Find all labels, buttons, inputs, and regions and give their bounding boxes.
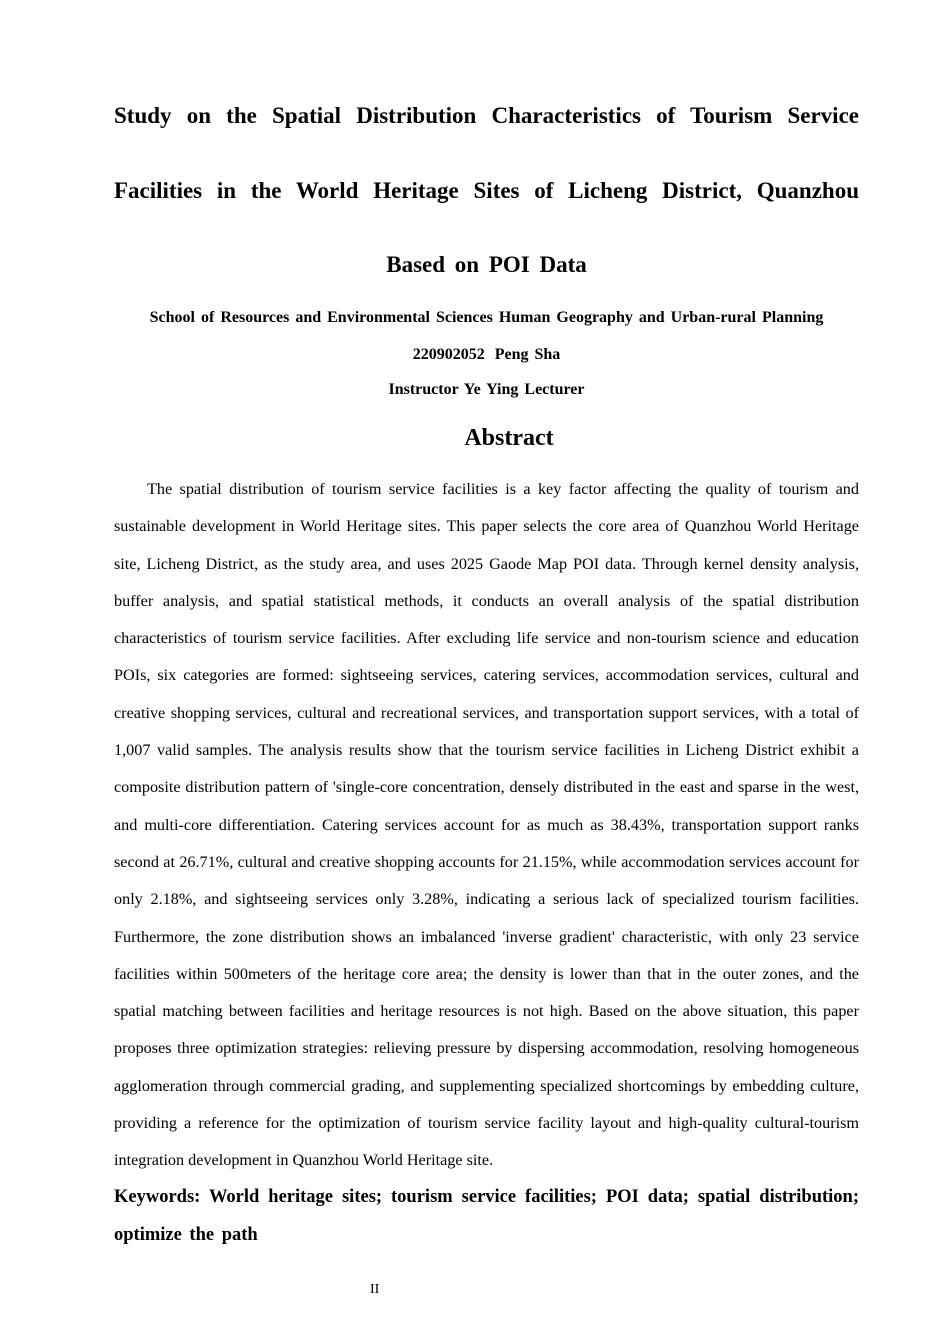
title-line-1: Study on the Spatial Distribution Characteristics of Tourism Service <box>114 103 859 128</box>
page-number: II <box>370 1282 380 1297</box>
author-line <box>114 344 859 366</box>
school-line: School of Resources and Environmental Sciences Human Geography and Urban-rural Planning <box>149 309 824 326</box>
instructor-line: Instructor Ye Ying Lecturer <box>388 381 585 398</box>
title-line-2: Facilities in the World Heritage Sites of Licheng District, Quanzhou <box>114 178 859 203</box>
student-id: 220902052 <box>412 346 485 363</box>
abstract-body: The spatial distribution of tourism service facilities is a key factor affecting the quality of tourism and sustainable development in World Heritage sites. This paper selects the core area of Quanzhou World Heritage site, Licheng District, as the study area, and uses 2025 Gaode Map POI data. Through kernel density analysis, buffer analysis, and spatial statistical methods, it conducts an overall analysis of the spatial distribution characteristics of tourism service facilities. After excluding life service and non-tourism science and education POIs, six categories are formed: sightseeing services, catering services, accommodation services, cultural and creative shopping services, cultural and recreational services, and transportation support services, with a total of 1,007 valid samples. The analysis results show that the tourism service facilities in Licheng District exhibit a composite distribution pattern of 'single-core concentration, densely distributed in the east and sparse in the west, and multi-core differentiation. Catering services account for as much as 38.43%, transportation support ranks second at 26.71%, cultural and creative shopping accounts for 21.15%, while accommodation services account for only 2.18%, and sightseeing services only 3.28%, indicating a serious lack of specialized tourism facilities. Furthermore, the zone distribution shows an imbalanced 'inverse gradient' characteristic, with only 23 service facilities within 500meters of the heritage core area; the density is lower than that in the outer zones, and the spatial matching between facilities and heritage resources is not high. Based on the above situation, this paper proposes three optimization strategies: relieving pressure by dispersing accommodation, resolving homogeneous agglomeration through commercial grading, and supplementing specialized shortcomings by embedding culture, providing a reference for the optimization of tourism service facility layout and high-quality cultural-tourism integration development in Quanzhou World Heritage site. <box>114 480 859 1170</box>
student-name: Peng Sha <box>494 346 561 363</box>
abstract-heading: Abstract <box>464 425 554 451</box>
keywords: Keywords: World heritage sites; tourism service facilities; POI data; spatial distribution; optimize the path <box>114 1187 859 1245</box>
title-line-3: Based on POI Data <box>386 252 587 277</box>
